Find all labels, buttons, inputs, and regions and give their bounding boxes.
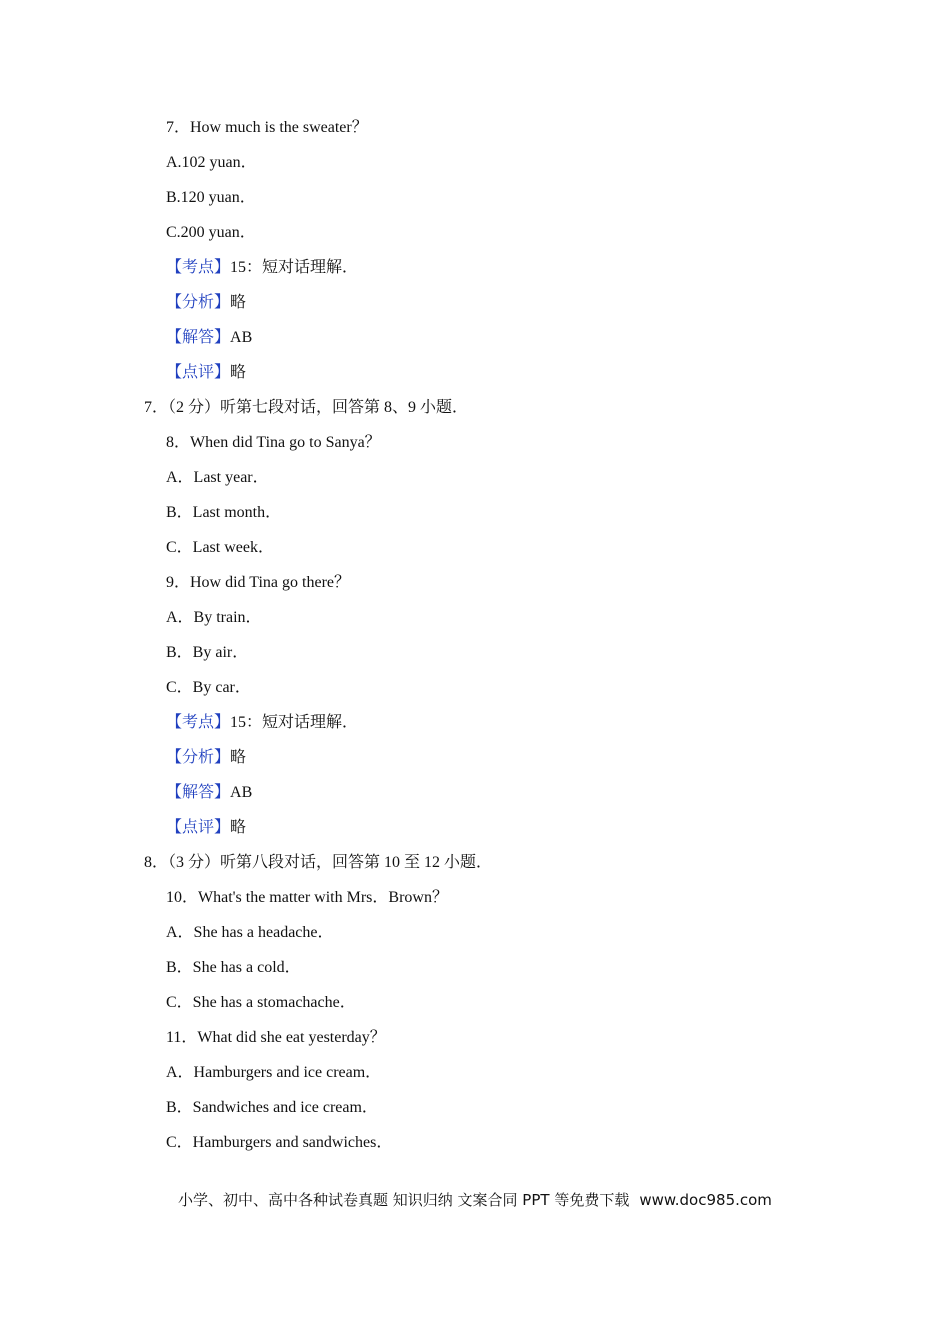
option-a: A．Hamburgers and ice cream． (166, 1064, 382, 1081)
option-b: B．Last month． (166, 504, 282, 521)
kaodian-tag: 【考点】 (166, 259, 231, 276)
page-footer (178, 1190, 772, 1210)
jieda-line (166, 328, 252, 348)
footer-text: 小学、初中、高中各种试卷真题 知识归纳 文案合同 PPT 等免费下载 (178, 1191, 630, 1209)
question-8: 8．When did Tina go to Sanya？ (166, 434, 381, 451)
option-c: C．She has a stomachache． (166, 994, 356, 1011)
jieda-tag: 【解答】 (166, 329, 231, 346)
option-a: A．She has a headache． (166, 924, 334, 941)
footer-url[interactable]: www.doc985.com (639, 1191, 772, 1209)
dianping-tag: 【点评】 (166, 364, 231, 381)
kaodian-text: 15：短对话理解． (230, 714, 359, 731)
option-b: B．Sandwiches and ice cream． (166, 1099, 378, 1116)
option-a: A．By train． (166, 609, 262, 626)
kaodian-tag: 【考点】 (166, 714, 231, 731)
section-8-heading: 8．（3 分）听第八段对话，回答第 10 至 12 小题． (144, 854, 493, 871)
kaodian-text: 15：短对话理解． (230, 259, 359, 276)
option-b: B.120 yuan． (166, 189, 256, 206)
fenxi-text: 略 (230, 294, 247, 311)
fenxi-tag: 【分析】 (166, 294, 231, 311)
question-10: 10．What's the matter with Mrs．Brown？ (166, 889, 448, 906)
fenxi-line (166, 748, 246, 768)
option-c: C．Hamburgers and sandwiches． (166, 1134, 393, 1151)
kaodian-line (166, 713, 358, 733)
dianping-tag: 【点评】 (166, 819, 231, 836)
option-a: A.102 yuan． (166, 154, 257, 171)
fenxi-text: 略 (230, 749, 247, 766)
option-c: C．Last week． (166, 539, 274, 556)
option-c: C.200 yuan． (166, 224, 256, 241)
dianping-line (166, 818, 246, 838)
option-b: B．By air． (166, 644, 249, 661)
jieda-line (166, 783, 252, 803)
dianping-line (166, 363, 246, 383)
question-9: 9．How did Tina go there？ (166, 574, 351, 591)
option-c: C．By car． (166, 679, 251, 696)
jieda-text: AB (230, 329, 253, 346)
fenxi-tag: 【分析】 (166, 749, 231, 766)
option-a: A．Last year． (166, 469, 269, 486)
question-11: 11．What did she eat yesterday？ (166, 1029, 386, 1046)
fenxi-line (166, 293, 246, 313)
kaodian-line (166, 258, 358, 278)
jieda-tag: 【解答】 (166, 784, 231, 801)
dianping-text: 略 (230, 364, 247, 381)
jieda-text: AB (230, 784, 253, 801)
option-b: B．She has a cold． (166, 959, 301, 976)
dianping-text: 略 (230, 819, 247, 836)
section-7-heading: 7．（2 分）听第七段对话，回答第 8、9 小题． (144, 399, 469, 416)
question-7: 7．How much is the sweater？ (166, 119, 368, 136)
